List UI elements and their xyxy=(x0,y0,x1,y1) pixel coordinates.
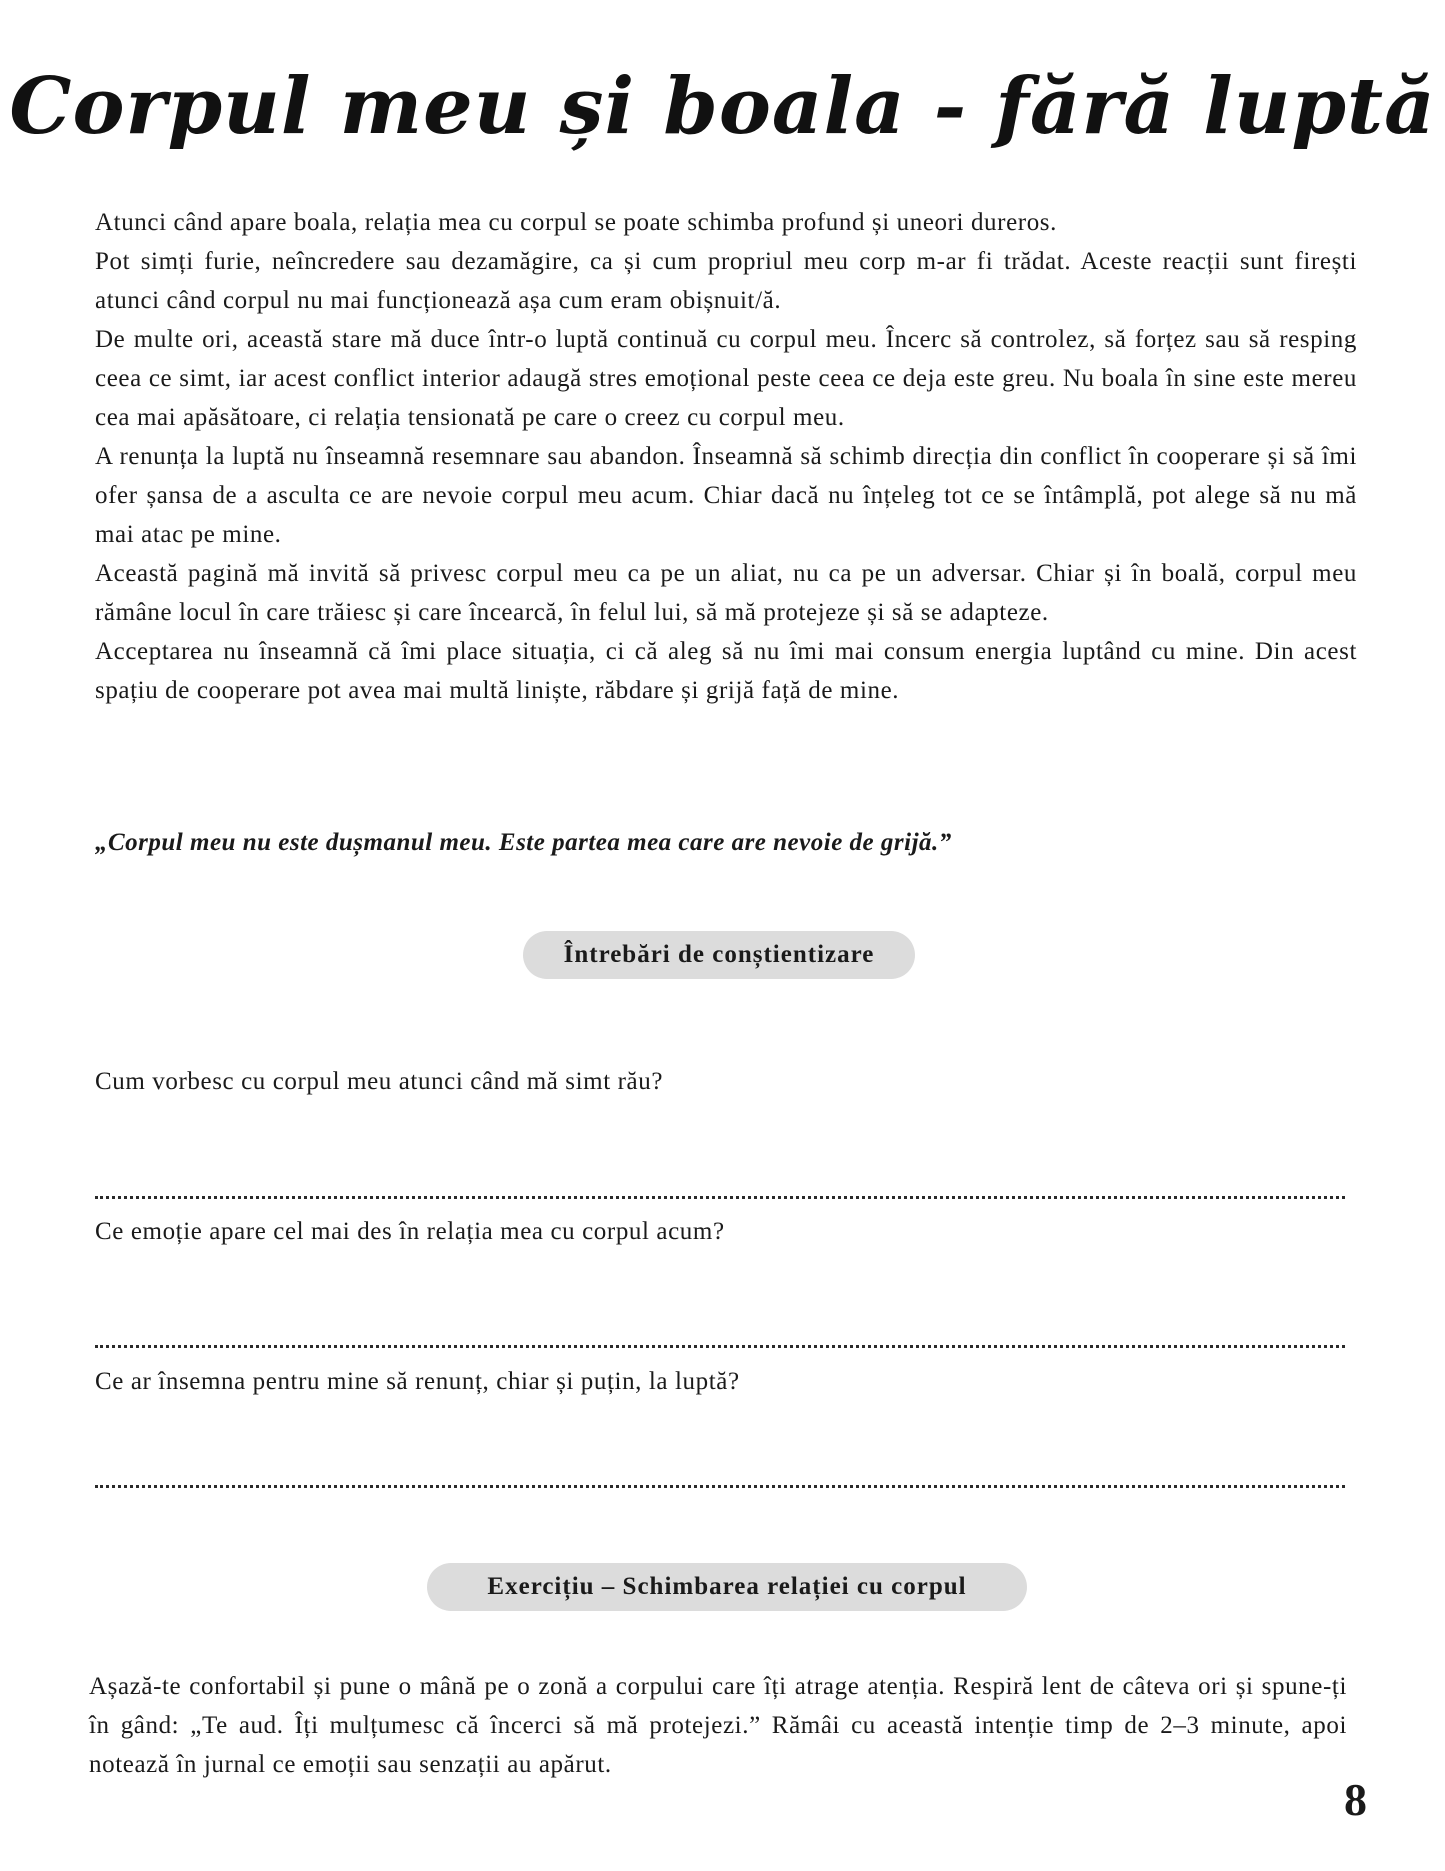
intro-paragraph: De multe ori, această stare mă duce într-o luptă continuă cu corpul meu. Încerc să controlez, să forțez sau să resping ceea ce simt, iar acest conflict interior adaugă stres emoțional peste ceea ce deja este greu. Nu boala în sine este mereu cea mai apăsătoare, ci relația tensionată pe care o creez cu corpul meu. xyxy=(95,326,1357,431)
question-1: Cum vorbesc cu corpul meu atunci când mă simt rău? xyxy=(95,1068,664,1095)
intro-paragraph: Pot simți furie, neîncredere sau dezamăgire, ca și cum propriul meu corp m-ar fi trădat. Aceste reacții sunt firești atunci când corpul nu mai funcționează așa cum eram obișnuit/ă. xyxy=(95,248,1357,314)
question-2: Ce emoție apare cel mai des în relația mea cu corpul acum? xyxy=(95,1218,725,1245)
intro-text xyxy=(95,203,1357,710)
intro-paragraph: Atunci când apare boala, relația mea cu corpul se poate schimba profund și uneori dureros. xyxy=(95,209,1057,236)
awareness-heading: Întrebări de conștientizare xyxy=(523,931,915,979)
exercise-text: Așază-te confortabil și pune o mână pe o zonă a corpului care îți atrage atenția. Respiră lent de câteva ori și spune-ți în gând: „Te aud. Îți mulțumesc că încerci să mă protejezi.” Rămâi cu această intenție timp de 2–3 minute, apoi notează în jurnal ce emoții sau senzații au apărut. xyxy=(89,1673,1347,1778)
exercise-heading: Exercițiu – Schimbarea relației cu corpul xyxy=(427,1563,1027,1611)
page-title: Corpul meu și boala - fără luptă xyxy=(9,61,1436,152)
highlight-quote: „Corpul meu nu este dușmanul meu. Este partea mea care are nevoie de grijă.” xyxy=(95,829,952,856)
question-3: Ce ar însemna pentru mine să renunț, chiar și puțin, la luptă? xyxy=(95,1368,740,1395)
answer-line-2[interactable] xyxy=(95,1345,1345,1348)
page-number: 8 xyxy=(1344,1774,1367,1825)
intro-paragraph: A renunța la luptă nu înseamnă resemnare sau abandon. Înseamnă să schimb direcția din conflict în cooperare și să îmi ofer șansa de a asculta ce are nevoie corpul meu acum. Chiar dacă nu înțeleg tot ce se întâmplă, pot alege să nu mă mai atac pe mine. xyxy=(95,443,1357,548)
intro-paragraph: Această pagină mă invită să privesc corpul meu ca pe un aliat, nu ca pe un adversar. Chiar și în boală, corpul meu rămâne locul în care trăiesc și care încearcă, în felul lui, să mă protejeze și să se adapteze. xyxy=(95,560,1357,626)
intro-paragraph: Acceptarea nu înseamnă că îmi place situația, ci că aleg să nu îmi mai consum energia luptând cu mine. Din acest spațiu de cooperare pot avea mai multă liniște, răbdare și grijă față de mine. xyxy=(95,638,1357,704)
answer-line-3[interactable] xyxy=(95,1485,1345,1488)
answer-line-1[interactable] xyxy=(95,1196,1345,1199)
